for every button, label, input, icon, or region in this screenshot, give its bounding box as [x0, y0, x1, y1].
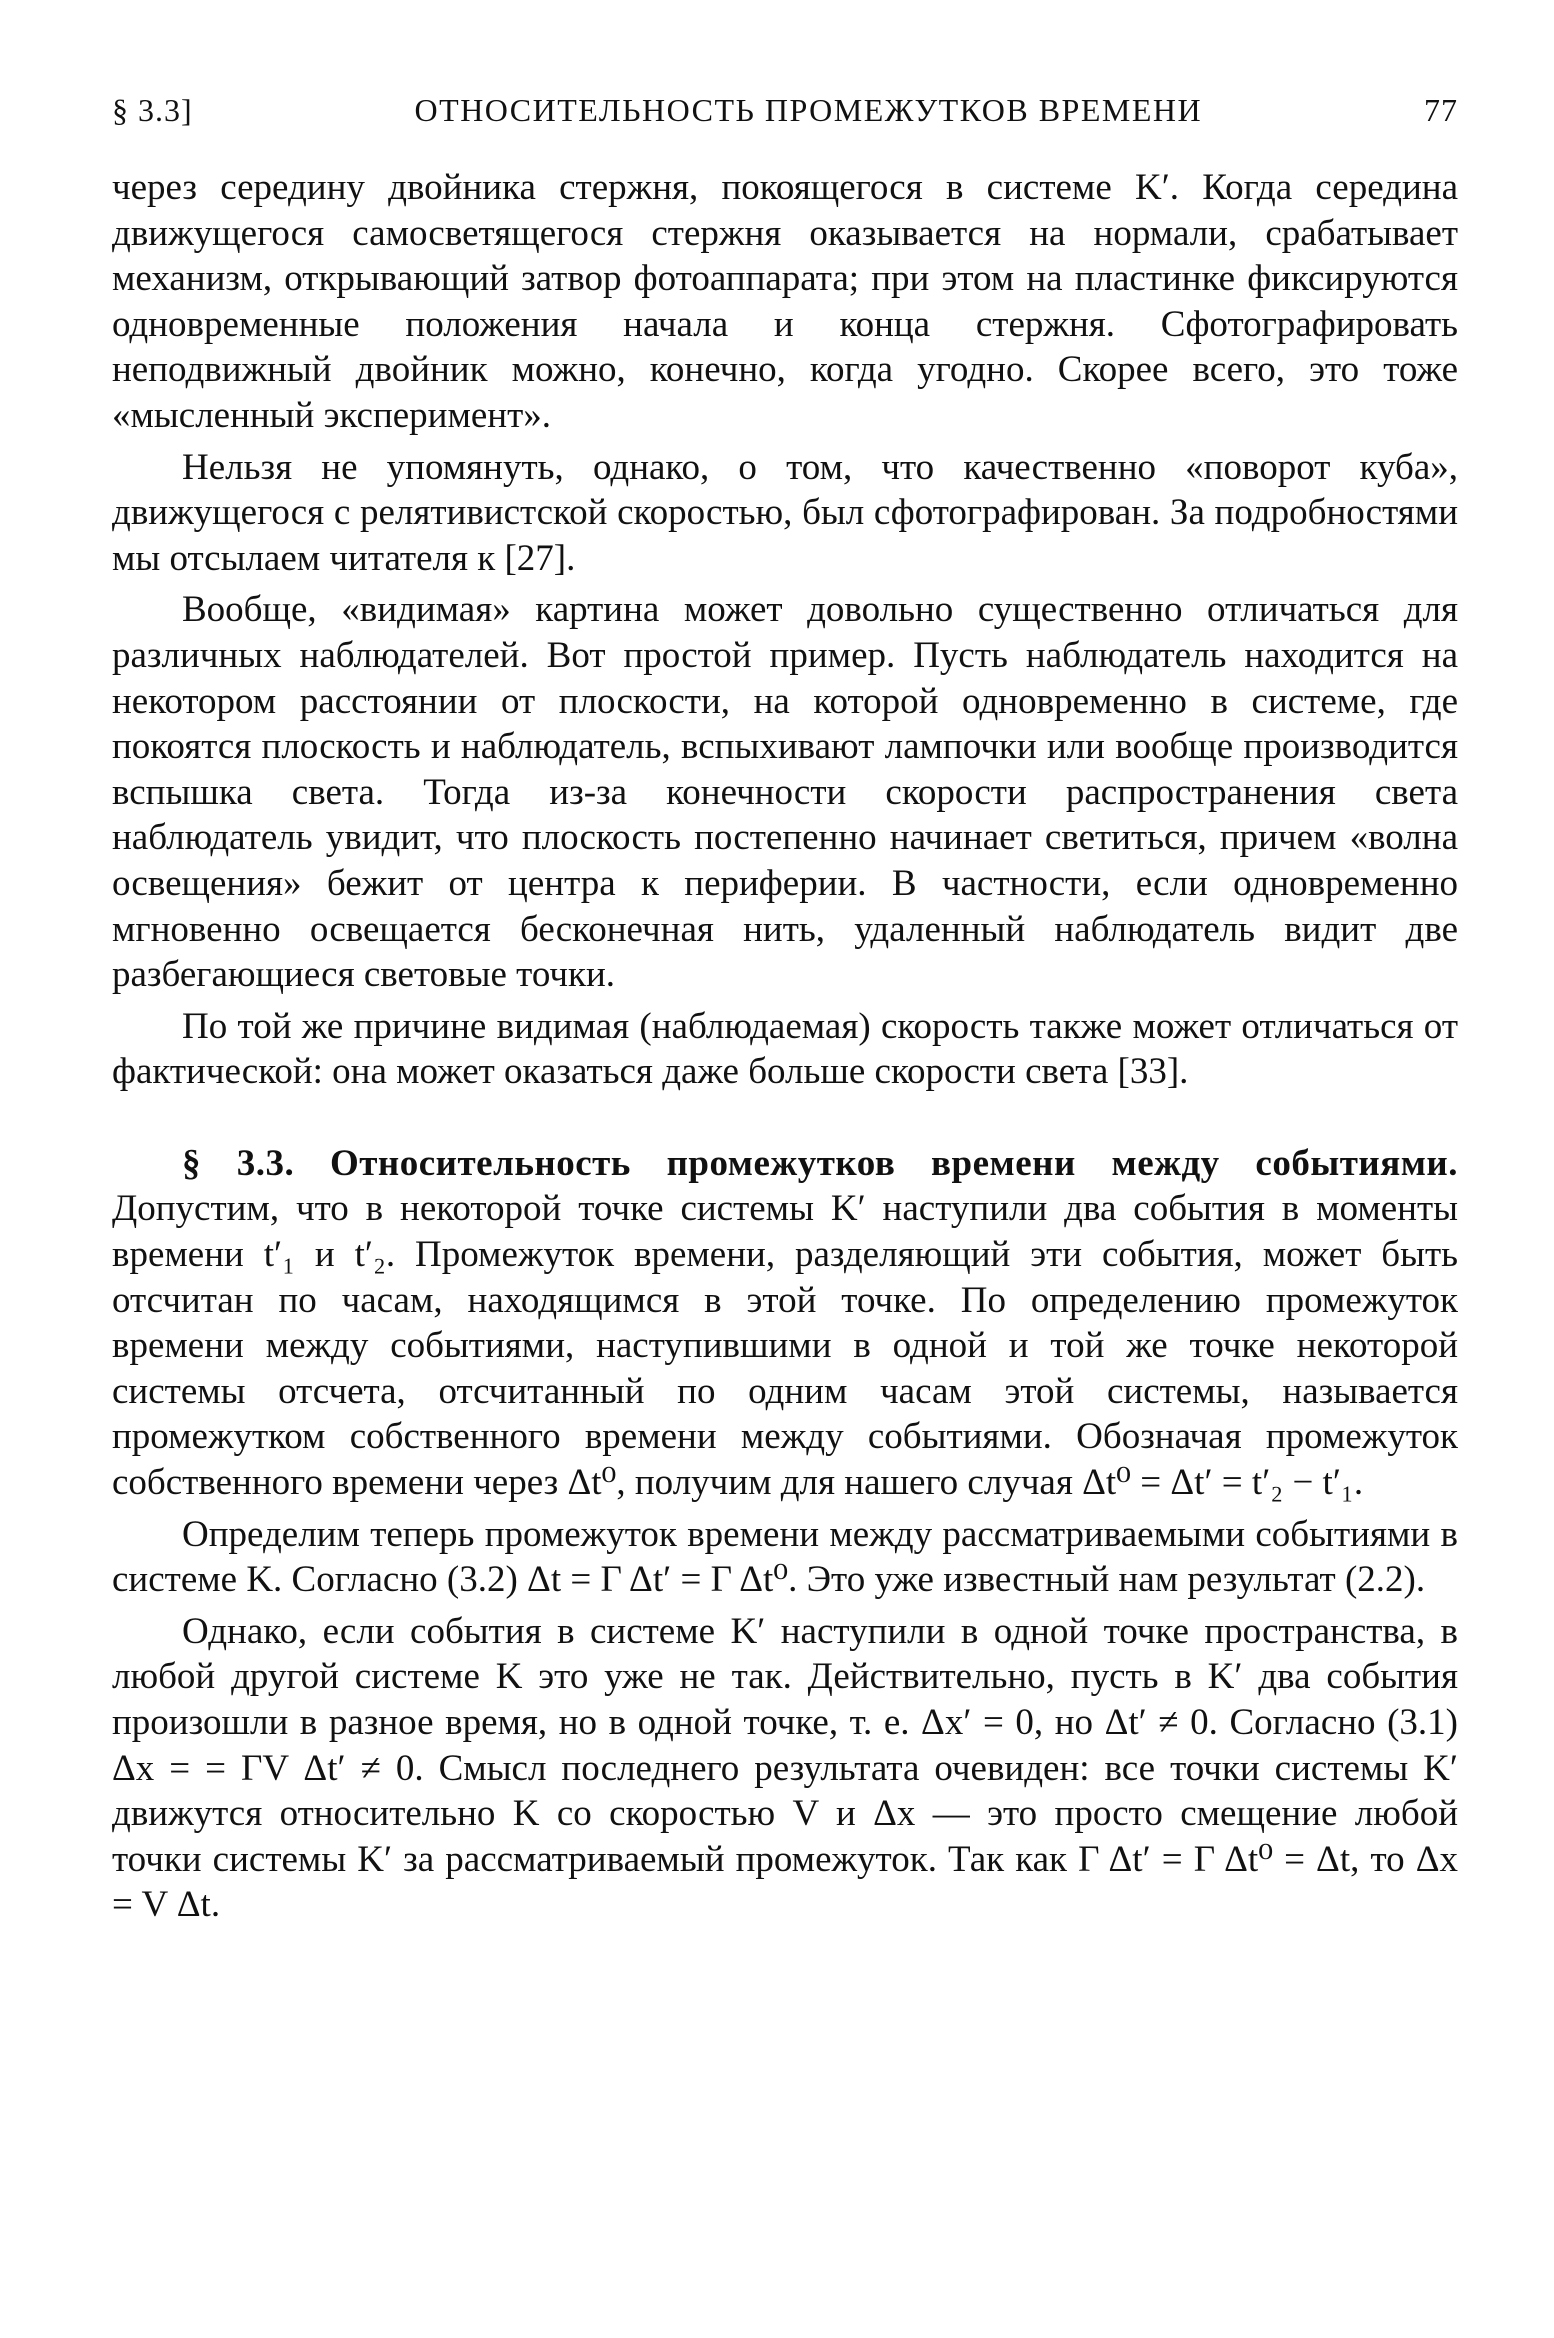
section-paragraph-text: Допустим, что в некоторой точке системы K′ наступили два события в моменты времени t′₁ и t′₂. Промежуток времени, разделяющий эти события, может быть отсчитан по часам, находящимся в этой точке. По определению промежуток времени между событиями, наступившими в одной и той же точке некоторой системы отсчета, отсчитанный по одним часам этой системы, называется промежутком собственного времени между событиями. Обозначая промежуток собственного времени через Δt⁰, получим для нашего случая Δt⁰ = Δt′ = t′₂ − t′₁.	[112, 1188, 1458, 1504]
paragraph-continuation: через середину двойника стержня, покоящегося в системе K′. Когда середина движущегося самосветящегося стержня оказывается на нормали, срабатывает механизм, открывающий затвор фотоаппарата; при этом на пластинке фиксируются одновременные положения начала и конца стержня. Сфотографировать неподвижный двойник можно, конечно, когда угодно. Скорее всего, это тоже «мысленный эксперимент».	[112, 167, 1458, 436]
paragraph: Нельзя не упомянуть, однако, о том, что качественно «поворот куба», движущегося с релятивистской скоростью, был сфотографирован. За подробностями мы отсылаем читателя к [27].	[112, 446, 1458, 579]
running-title: ОТНОСИТЕЛЬНОСТЬ ПРОМЕЖУТКОВ ВРЕМЕНИ	[414, 92, 1203, 128]
body-text	[112, 165, 1458, 1928]
paragraph: Вообще, «видимая» картина может довольно существенно отличаться для различных наблюдателей. Вот простой пример. Пусть наблюдатель находится на некотором расстоянии от плоскости, на которой одновременно в системе, где покоятся плоскость и наблюдатель, вспыхивают лампочки или вообще производится вспышка света. Тогда из-за конечности скорости распространения света наблюдатель увидит, что плоскость постепенно начинает светиться, причем «волна освещения» бежит от центра к периферии. В частности, если одновременно мгновенно освещается бесконечная нить, удаленный наблюдатель видит две разбегающиеся световые точки.	[112, 589, 1458, 996]
running-head	[112, 92, 1458, 129]
section-reference: § 3.3]	[112, 92, 193, 128]
paragraph: Определим теперь промежуток времени между рассматриваемыми событиями в системе K. Согласно (3.2) Δt = Γ Δt′ = Γ Δt⁰. Это уже известный нам результат (2.2).	[112, 1513, 1458, 1601]
section-spacer	[112, 1095, 1458, 1141]
paragraph: По той же причине видимая (наблюдаемая) скорость также может отличаться от фактической: она может оказаться даже больше скорости света [33].	[112, 1005, 1458, 1093]
paragraph: Однако, если события в системе K′ наступили в одной точке пространства, в любой другой системе K это уже не так. Действительно, пусть в K′ два события произошли в разное время, но в одной точке, т. е. Δx′ = 0, но Δt′ ≠ 0. Согласно (3.1) Δx = = ΓV Δt′ ≠ 0. Смысл последнего результата очевиден: все точки системы K′ движутся относительно K со скоростью V и Δx — это просто смещение любой точки системы K′ за рассматриваемый промежуток. Так как Γ Δt′ = Γ Δt⁰ = Δt, то Δx = V Δt.	[112, 1610, 1458, 1926]
section-heading: § 3.3. Относительность промежутков времени между событиями.	[182, 1142, 1458, 1184]
page-number: 77	[1423, 92, 1458, 128]
book-page	[112, 92, 1458, 1928]
section-first-paragraph	[112, 1141, 1458, 1506]
